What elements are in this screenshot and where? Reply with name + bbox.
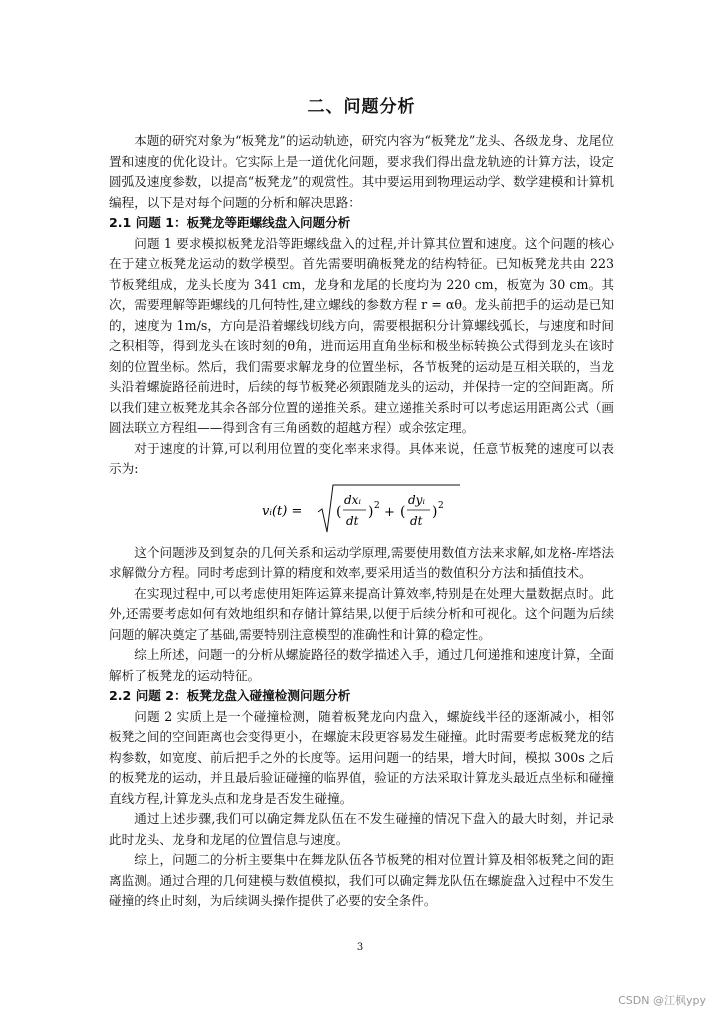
eq-lhs: vᵢ(t) = (261, 503, 302, 519)
eq-paren-close-2: ) (431, 503, 437, 520)
section-title: 二、问题分析 (307, 97, 416, 117)
eq-dt-2: dt (409, 513, 423, 528)
s22-paragraph-1: 问题 2 实质上是一个碰撞检测，随着板凳龙向内盘入，螺旋线半径的逐渐减小，相邻板凳之间的空间距离也会变得更小，在螺旋末段更容易发生碰撞。此时需要考虑板凳龙的结构参数，如宽度、前后把手之外的长度等。运用问题一的结果，增大时间，模拟 300s 之后的板凳龙的运动，并且最后验证碰撞的临界值，验证的方法采取计算龙头最近点坐标和碰撞直线方程,计算龙头点和龙身是否发生碰撞。 (109, 708, 614, 806)
s21-paragraph-2: 对于速度的计算,可以利用位置的变化率来求得。具体来说，任意节板凳的速度可以表示为: (109, 440, 614, 476)
csdn-watermark: CSDN @江枫ypy (618, 994, 706, 1007)
s21-paragraph-4: 在实现过程中,可以考虑使用矩阵运算来提高计算效率,特别是在处理大量数据点时。此外,还需要考虑如何有效地组织和存储计算结果,以便于后续分析和可视化。这个问题为后续问题的解决奠定了基础,需要特别注意模型的准确性和计算的稳定性。 (109, 585, 614, 642)
s22-paragraph-2: 通过上述步骤,我们可以确定舞龙队伍在不发生碰撞的情况下盘入的最大时刻，并记录此时龙头、龙身和龙尾的位置信息与速度。 (109, 811, 614, 847)
eq-dy: dyᵢ (407, 492, 425, 507)
eq-dx: dxᵢ (343, 492, 361, 507)
heading-2-1: 2.1 问题 1：板凳龙等距螺线盘入问题分析 (109, 215, 351, 230)
s21-paragraph-1: 问题 1 要求模拟板凳龙沿等距螺线盘入的过程,并计算其位置和速度。这个问题的核心在于建立板凳龙运动的数学模型。首先需要明确板凳龙的结构特征。已知板凳龙共由 223 节板凳组成，龙头长度为 341 cm，龙身和龙尾的长度均为 220 cm，板宽为 30 cm。其次，需要理解等距螺线的几何特性,建立螺线的参数方程 r = αθ。龙头前把手的运动是已知的，速度为 1m/s，方向是沿着螺线切线方向，需要根据积分计算螺线弧长，与速度和时间之积相等，得到龙头在该时刻的θ角，进而运用直角坐标和极坐标转换公式得到龙头在该时刻的位置坐标。然后，我们需要求解龙身的位置坐标，各节板凳的运动是互相关联的，当龙头沿着螺旋路径前进时，后续的每节板凳必须跟随龙头的运动，并保持一定的空间距离。所以我们建立板凳龙其余各部分位置的递推关系。建立递推关系时可以考虑运用距离公式（画圆法联立方程组——得到含有三角函数的超越方程）或余弦定理。 (109, 235, 614, 435)
page-content (109, 92, 614, 912)
eq-paren-close-1: ) (367, 503, 373, 520)
eq-square-1: 2 (373, 500, 380, 511)
s21-paragraph-5: 综上所述，问题一的分析从螺旋路径的数学描述入手，通过几何递推和速度计算，全面解析了板凳龙的运动特征。 (109, 647, 614, 683)
velocity-equation-svg (262, 482, 462, 540)
eq-dt-1: dt (345, 513, 359, 528)
eq-paren-open-2: ( (399, 503, 405, 520)
eq-paren-open-1: ( (335, 503, 341, 520)
eq-plus: + (383, 504, 395, 520)
s21-paragraph-3: 这个问题涉及到复杂的几何关系和运动学原理,需要使用数值方法来求解,如龙格-库塔法求解微分方程。同时考虑到计算的精度和效率,要采用适当的数值积分方法和插值技术。 (109, 544, 614, 580)
velocity-equation (109, 482, 614, 540)
eq-square-2: 2 (437, 500, 444, 511)
heading-2-2: 2.2 问题 2：板凳龙盘入碰撞检测问题分析 (109, 688, 351, 703)
s22-paragraph-3: 综上，问题二的分析主要集中在舞龙队伍各节板凳的相对位置计算及相邻板凳之间的距离监测。通过合理的几何建模与数值模拟，我们可以确定舞龙队伍在螺旋盘入过程中不发生碰撞的终止时刻，为后续调头操作提供了必要的安全条件。 (109, 852, 614, 908)
page-number: 3 (356, 942, 364, 953)
intro-paragraph: 本题的研究对象为“板凳龙”的运动轨迹，研究内容为“板凳龙”龙头、各级龙身、龙尾位置和速度的优化设计。它实际上是一道优化问题，要求我们得出盘龙轨迹的计算方法，设定圆弧及速度参数，以提高“板凳龙”的观赏性。其中要运用到物理运动学、数学建模和计算机编程，以下是对每个问题的分析和解决思路： (109, 133, 614, 210)
